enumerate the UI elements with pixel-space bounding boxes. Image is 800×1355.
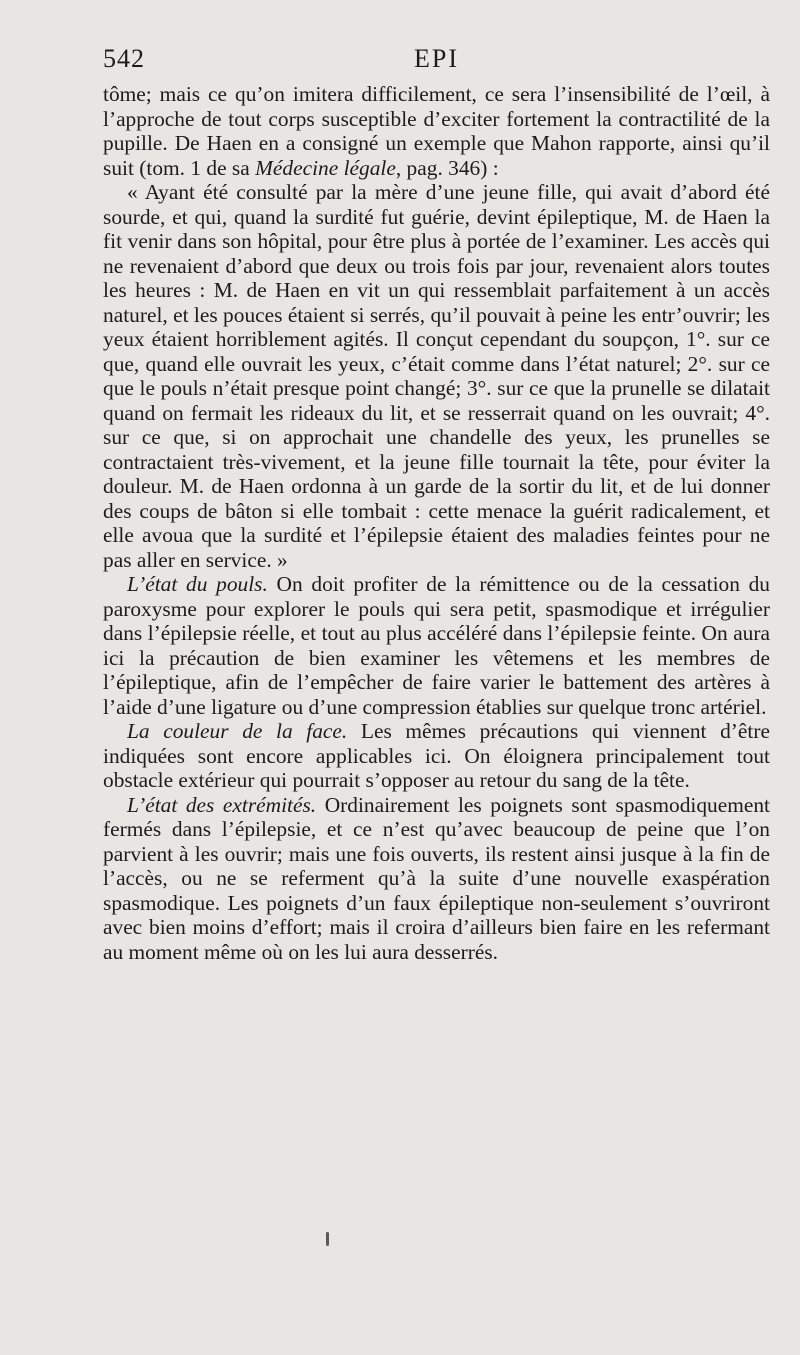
paragraph-pouls (103, 572, 770, 719)
book-title-italic: Médecine légale (255, 155, 396, 180)
text-run: On doit profiter de la rémittence ou de la cessation du paroxysme pour explorer le pouls qui sera petit, spasmodique et irrégulier dans l’épilepsie réelle, et tout au plus accéléré dans l’épilepsie feinte. On aura ici la précaution de bien examiner les vêtemens et les membres de l’épileptique, afin de l’empêcher de faire varier le battement des artères à l’aide d’une ligature ou d’une compression établies sur quelque tronc artériel. (103, 572, 771, 719)
paragraph-intro (103, 82, 770, 180)
paragraph-extremites (103, 793, 770, 965)
section-heading-italic: L’état du pouls. (127, 572, 268, 596)
text-run: « Ayant été consulté par la mère d’une jeune fille, qui avait d’abord été sourde, et qui, quand la surdité fut guérie, devint épileptique, M. de Haen la fit venir dans son hôpital, pour être plus à portée de l’examiner. Les accès qui ne revenaient d’abord que deux ou trois fois par jour, revenaient alors toutes les heures : M. de Haen en vit un qui ressemblait parfaitement à un accès naturel, et les pouces étaient si serrés, qu’il pouvait à peine les entr’ouvrir; les yeux étaient horriblement agités. Il conçut cependant du soupçon, 1°. sur ce que, quand elle ouvrait les yeux, c’était comme dans l’état naturel; 2°. sur ce que le pouls n’était presque point changé; 3°. sur ce que la prunelle se dilatait quand on fermait les rideaux du lit, et se resserrait quand on les ouvrait; 4°. sur ce que, si on approchait une chandelle des yeux, les prunelles se contractaient très-vivement, et la jeune fille tournait la tête, pour éviter la douleur. M. de Haen ordonna à un garde de la sortir du lit, et de lui donner des coups de bâton si elle tombait : cette menace la guérit radicalement, et elle avoua que la surdité et l’épilepsie étaient des maladies feintes pour ne pas aller en service. » (103, 180, 770, 572)
page-header (103, 44, 770, 80)
body-text (103, 82, 770, 964)
paragraph-face (103, 719, 770, 793)
text-run: Les mêmes précautions qui viennent d’être indiquées sont encore applicables ici. On éloignera principalement tout obstacle extérieur qui pourrait s’opposer au retour du sang de la tête. (103, 719, 770, 792)
text-run: tôme; mais ce qu’on imitera difficilement, ce sera l’insensibilité de l’œil, à l’approche de tout corps susceptible d’exciter fortement la contractilité de la pupille. De Haen en a consigné un exemple que Mahon rapporte, ainsi qu’il suit (tom. 1 de sa (103, 82, 770, 180)
text-run: Ordinairement les poignets sont spasmodiquement fermés dans l’épilepsie, et ce n’est qu’avec beaucoup de peine que l’on parvient à les ouvrir; mais une fois ouverts, ils restent ainsi jusque à la fin de l’accès, ou ne se referment qu’à la suite d’une nouvelle exaspération spasmodique. Les poignets d’un faux épileptique non-seulement s’ouvriront avec bien moins d’effort; mais il croira d’ailleurs bien faire en les refermant au moment même où on les lui aura desserrés. (103, 792, 771, 964)
section-heading-italic: La couleur de la face. (127, 719, 348, 743)
section-heading-italic: L’état des extrémités. (127, 792, 317, 817)
text-run: , pag. 346) : (395, 155, 499, 180)
running-head: EPI (414, 44, 459, 73)
paragraph-quotation (103, 180, 770, 572)
page-number: 542 (103, 44, 145, 73)
page-mark (326, 1232, 329, 1246)
